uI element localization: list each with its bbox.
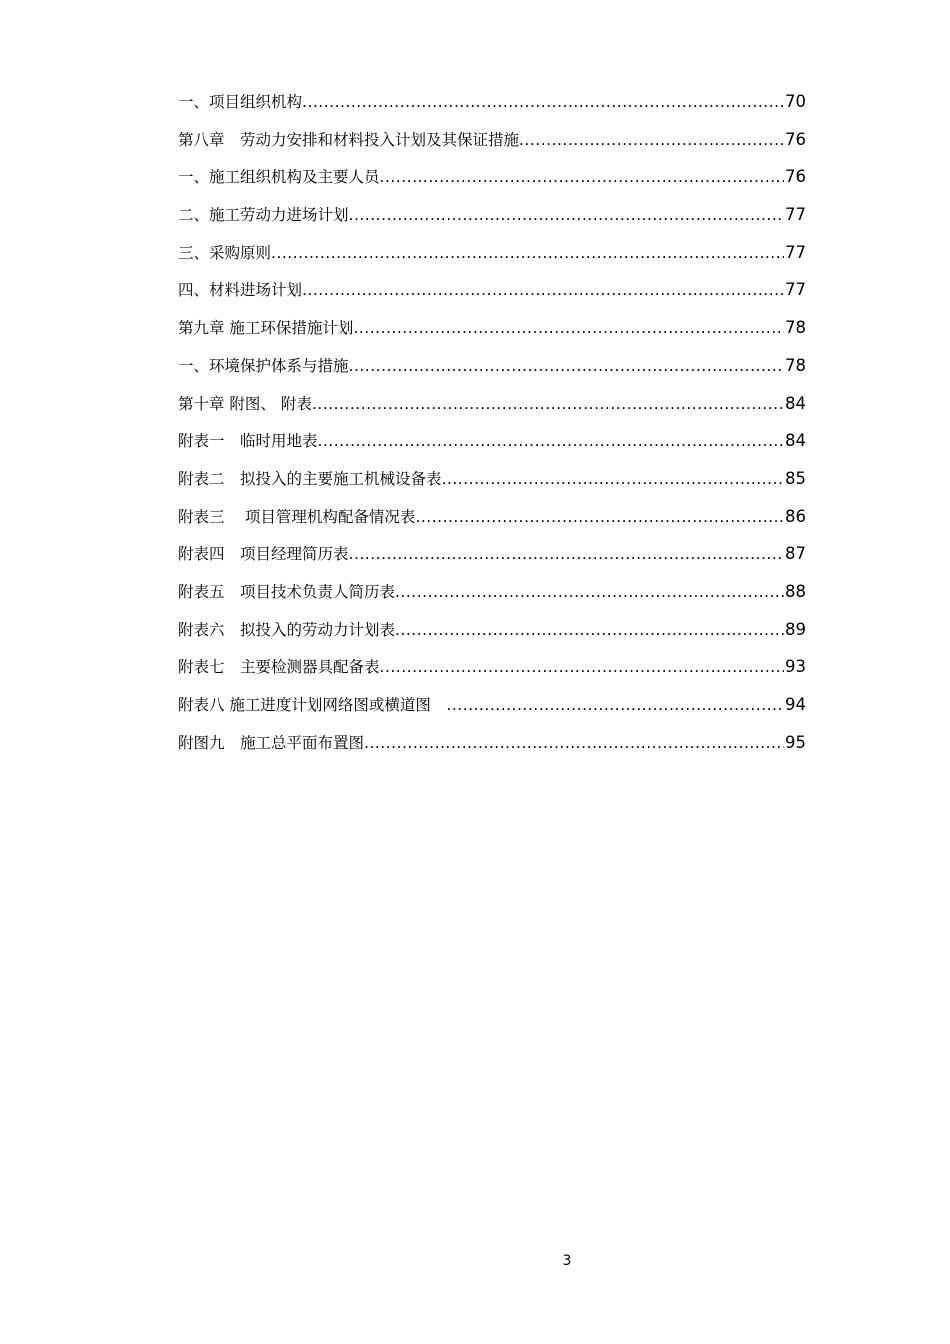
toc-entry-page: 77 [785,242,806,262]
toc-entry-page: 76 [785,167,806,187]
toc-entry-title: 三、采购原则 [178,243,272,262]
table-of-contents [178,88,806,766]
toc-leader-dots [349,352,784,380]
toc-leader-dots [415,503,784,531]
toc-entry[interactable] [178,276,806,314]
toc-entry[interactable] [178,314,806,352]
page-number: 3 [562,1253,572,1269]
toc-entry-page: 84 [785,431,806,451]
toc-entry-title: 附图九 施工总平面布置图 [178,733,365,752]
toc-entry-title: 附表六 拟投入的劳动力计划表 [178,620,396,639]
toc-entry-page: 77 [785,280,806,300]
toc-leader-dots [318,427,784,455]
toc-entry-page: 94 [785,695,806,714]
toc-entry[interactable] [178,503,806,541]
toc-entry[interactable] [178,691,806,729]
toc-leader-dots [312,390,784,418]
toc-entry-title: 第十章 附图、 附表 [178,394,312,413]
toc-entry-page: 89 [785,619,806,639]
toc-entry-title: 一、施工组织机构及主要人员 [178,168,380,187]
toc-entry-page: 87 [785,544,806,564]
toc-entry-page: 95 [785,732,806,752]
toc-entry-page: 70 [785,92,806,111]
toc-entry-title: 第九章 施工环保措施计划 [178,319,354,338]
toc-entry[interactable] [178,540,806,578]
toc-leader-dots [364,729,784,757]
toc-entry-title: 附表八 施工进度计划网络图或横道图 [178,696,447,714]
toc-leader-dots [349,201,784,229]
toc-entry-title: 第八章 劳动力安排和材料投入计划及其保证措施 [178,130,520,149]
toc-entry-page: 77 [785,205,806,225]
toc-entry-page: 88 [785,581,806,601]
toc-entry-page: 78 [785,318,806,338]
toc-entry-title: 附表四 项目经理简历表 [178,545,349,564]
toc-entry-page: 85 [785,468,806,488]
toc-entry-title: 一、环境保护体系与措施 [178,356,349,375]
toc-entry[interactable] [178,239,806,277]
toc-leader-dots [380,653,784,681]
toc-leader-dots [446,691,784,719]
toc-entry[interactable] [178,616,806,654]
toc-entry[interactable] [178,163,806,201]
toc-entry[interactable] [178,88,806,126]
toc-entry[interactable] [178,126,806,164]
toc-leader-dots [395,578,784,606]
toc-leader-dots [349,540,784,568]
toc-entry[interactable] [178,352,806,390]
toc-entry[interactable] [178,653,806,691]
toc-leader-dots [353,314,784,342]
toc-entry[interactable] [178,201,806,239]
toc-entry-title: 附表二 拟投入的主要施工机械设备表 [178,469,442,488]
toc-entry-title: 附表一 临时用地表 [178,432,318,451]
toc-entry-title: 四、材料进场计划 [178,281,303,300]
toc-entry-title: 二、施工劳动力进场计划 [178,206,349,225]
toc-leader-dots [442,465,784,493]
toc-leader-dots [302,88,784,116]
toc-entry[interactable] [178,578,806,616]
toc-entry-page: 76 [785,129,806,149]
toc-entry-page: 93 [785,657,806,677]
toc-entry[interactable] [178,390,806,428]
toc-entry-page: 84 [785,393,806,413]
toc-leader-dots [395,616,784,644]
toc-leader-dots [380,163,784,191]
toc-entry[interactable] [178,729,806,767]
toc-entry-title: 附表七 主要检测器具配备表 [178,658,380,677]
toc-entry-title: 附表三 项目管理机构配备情况表 [178,507,416,526]
toc-entry-title: 一、项目组织机构 [178,93,303,111]
toc-leader-dots [519,126,784,154]
toc-leader-dots [271,239,784,267]
toc-entry[interactable] [178,427,806,465]
toc-entry-page: 78 [785,355,806,375]
toc-entry-page: 86 [785,506,806,526]
toc-entry[interactable] [178,465,806,503]
toc-leader-dots [302,276,784,304]
toc-entry-title: 附表五 项目技术负责人简历表 [178,582,396,601]
